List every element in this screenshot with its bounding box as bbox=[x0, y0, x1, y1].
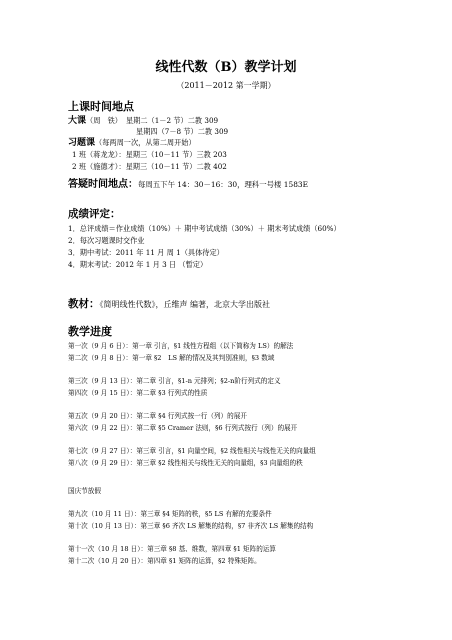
schedule-line: 第四次（9 月 15 日）：第二章 §3 行列式的性质 bbox=[68, 389, 208, 397]
holiday-note: 国庆节放假 bbox=[68, 487, 101, 495]
exercise-class-1: 1 班（蒋龙龙）：星期三（10－11 节）三教 203 bbox=[72, 150, 227, 159]
exercise-line bbox=[68, 138, 196, 148]
grading-item: 4．期末考试：2012 年 1 月 3 日 （暂定） bbox=[68, 260, 208, 269]
schedule-line: 第三次（9 月 13 日）：第二章 引言，§1-n 元排列；§2-n阶行列式的定义 bbox=[68, 377, 281, 385]
exercise-class-2: 2 班（施德才）：星期三（10－11 节）二教 402 bbox=[72, 162, 227, 171]
lecture-time-2: 星期四（7－8 节）二教 309 bbox=[136, 127, 229, 136]
grading-item: 2．每次习题课时交作业 bbox=[68, 236, 145, 245]
grading-heading: 成绩评定： bbox=[68, 208, 121, 220]
schedule-line: 第十次（10 月 13 日）：第三章 §6 齐次 LS 解集的结构，§7 非齐次 LS 解集的结构 bbox=[68, 522, 314, 530]
schedule-line: 第一次（9 月 6 日）：第一章 引言，§1 线性方程组（以下简称为 LS）的解法 bbox=[68, 342, 294, 350]
textbook-label: 教材： bbox=[68, 298, 100, 310]
lecture-time-1: 星期二（1－2 节）二教 309 bbox=[125, 116, 219, 125]
exercise-label: 习题课 bbox=[68, 138, 96, 148]
schedule-line: 第八次（9 月 29 日）：第三章 §2 线性相关与线性无关的向量组，§3 向量组的秩 bbox=[68, 459, 303, 467]
textbook-line bbox=[68, 296, 270, 311]
lecture-line-1 bbox=[68, 116, 218, 126]
qa-line bbox=[68, 180, 308, 190]
schedule-line: 第五次（9 月 20 日）：第二章 §4 行列式按一行（列）的展开 bbox=[68, 412, 247, 420]
schedule-line: 第十二次（10 月 20 日）：第四章 §1 矩阵的运算，§2 特殊矩阵。 bbox=[68, 557, 261, 565]
section-heading-time: 上课时间地点 bbox=[68, 100, 134, 113]
schedule-line: 第十一次（10 月 18 日）：第三章 §8 基、维数，第四章 §1 矩阵的运算 bbox=[68, 545, 276, 553]
page-title: 线性代数（B）教学计划 bbox=[155, 60, 297, 75]
schedule-line: 第二次（9 月 8 日）：第一章 §2 LS 解的情况及其判别准则，§3 数域 bbox=[68, 354, 275, 362]
schedule-line: 第六次（9 月 22 日）：第二章 §5 Cramer 法则，§6 行列式按行（列）的展开 bbox=[68, 424, 298, 432]
schedule-line: 第七次（9 月 27 日）：第三章 引言，§1 向量空间，§2 线性相关与线性无关的向量组 bbox=[68, 447, 316, 455]
schedule-line: 第九次（10 月 11 日）：第三章 §4 矩阵的秩，§5 LS 有解的充要条件 bbox=[68, 510, 272, 518]
lecture-teacher: （周 铁） bbox=[86, 116, 122, 125]
page-subtitle: （2011－2012 第一学期） bbox=[176, 81, 276, 90]
grading-item: 1．总评成绩＝作业成绩（10%）＋ 期中考试成绩（30%）＋ 期末考试成绩（60%） bbox=[68, 224, 341, 233]
textbook-text: 《简明线性代数》，丘维声 编著，北京大学出版社 bbox=[99, 300, 271, 309]
lecture-label: 大课 bbox=[68, 116, 87, 126]
qa-text: 每周五下午 14：30－16：30，理科一号楼 1583E bbox=[138, 180, 308, 189]
progress-heading: 教学进度 bbox=[68, 325, 112, 338]
qa-label: 答疑时间地点： bbox=[68, 179, 138, 190]
exercise-note: （每两周一次，从第二周开始） bbox=[95, 138, 196, 147]
grading-item: 3．期中考试：2011 年 11 月 周 1（具体待定） bbox=[68, 248, 224, 257]
